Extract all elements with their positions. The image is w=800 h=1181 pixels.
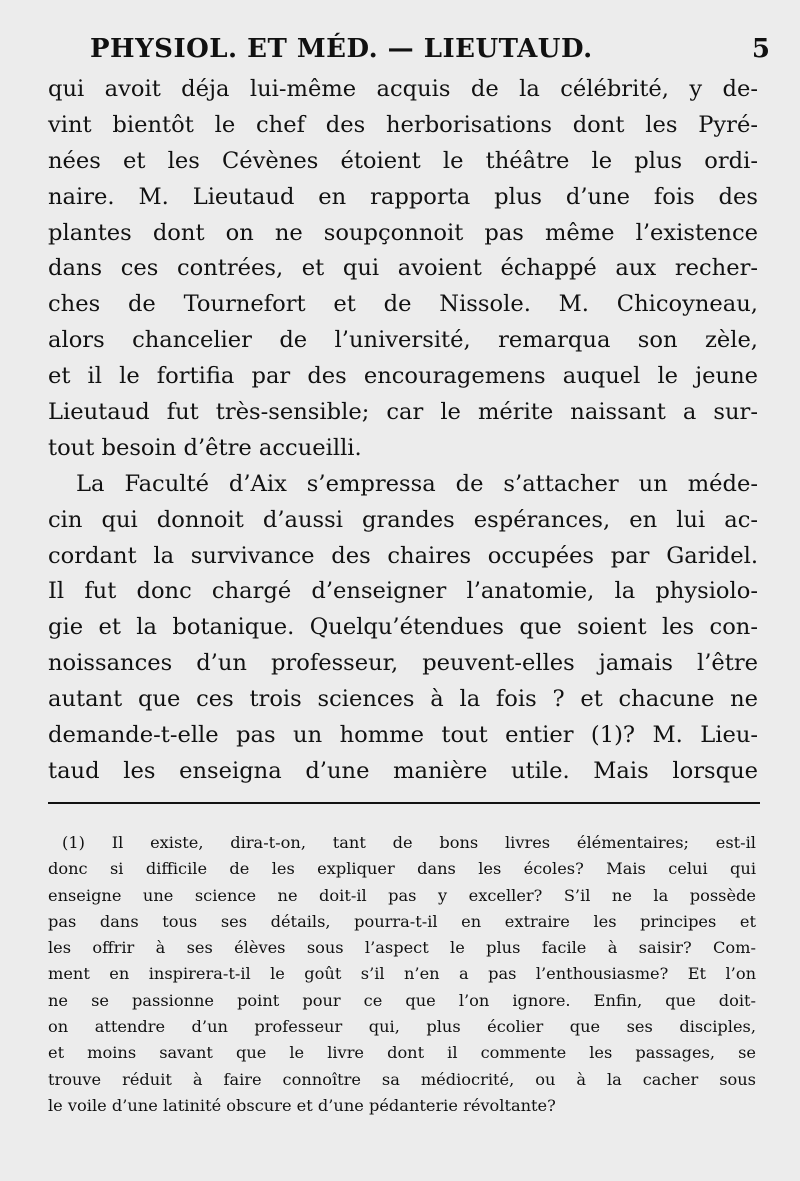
text-line: naire. M. Lieutaud en rapporta plus d’une fois des <box>48 183 758 210</box>
text-line: tout besoin d’être accueilli. <box>48 434 362 461</box>
running-head: PHYSIOL. ET MÉD. — LIEUTAUD. <box>90 34 593 64</box>
page-number: 5 <box>751 34 770 64</box>
text-line: dans ces contrées, et qui avoient échappé aux recher- <box>48 255 758 282</box>
footnote-line: le voile d’une latinité obscure et d’une pédanterie révoltante? <box>48 1095 556 1115</box>
footnote-line: et moins savant que le livre dont il commente les passages, se <box>48 1043 756 1063</box>
text-line: noissances d’un professeur, peuvent-elles jamais l’être <box>48 650 758 677</box>
footnote-line: on attendre d’un professeur qui, plus écolier que ses disciples, <box>48 1017 756 1037</box>
text-line: ches de Tournefort et de Nissole. M. Chicoyneau, <box>48 291 758 318</box>
footnote-line: pas dans tous ses détails, pourra-t-il en extraire les principes et <box>48 911 756 931</box>
footnote-line: enseigne une science ne doit-il pas y exceller? S’il ne la possède <box>48 885 756 905</box>
text-line: demande-t-elle pas un homme tout entier (1)? M. Lieu- <box>48 722 758 749</box>
text-line: nées et les Cévènes étoient le théâtre le plus ordi- <box>48 147 758 174</box>
text-line: cin qui donnoit d’aussi grandes espérances, en lui ac- <box>48 506 758 533</box>
text-line: Il fut donc chargé d’enseigner l’anatomie, la physiolo- <box>48 578 758 605</box>
text-line: cordant la survivance des chaires occupées par Garidel. <box>48 542 758 569</box>
footnote-line: donc si difficile de les expliquer dans les écoles? Mais celui qui <box>48 859 756 879</box>
footnote-line: ne se passionne point pour ce que l’on ignore. Enfin, que doit- <box>48 990 756 1010</box>
text-line: taud les enseigna d’une manière utile. Mais lorsque <box>48 757 758 784</box>
main-text <box>48 72 758 790</box>
footnote-line: ment en inspirera-t-il le goût s’il n’en a pas l’enthousiasme? Et l’on <box>48 964 756 984</box>
footnote-line: (1) Il existe, dira-t-on, tant de bons livres élémentaires; est-il <box>62 833 756 852</box>
text-line: et il le fortifia par des encouragemens auquel le jeune <box>48 363 758 390</box>
page-header <box>48 34 770 70</box>
text-line: qui avoit déja lui-même acquis de la célébrité, y de- <box>48 76 758 102</box>
text-line: alors chancelier de l’université, remarqua son zèle, <box>48 327 758 354</box>
text-line: vint bientôt le chef des herborisations dont les Pyré- <box>48 111 758 138</box>
footnote-line: trouve réduit à faire connoître sa médiocrité, ou à la cacher sous <box>48 1069 756 1089</box>
text-line: autant que ces trois sciences à la fois ? et chacune ne <box>48 686 758 713</box>
text-line: plantes dont on ne soupçonnoit pas même l’existence <box>48 219 758 246</box>
footnotes <box>48 830 756 1119</box>
text-line: La Faculté d’Aix s’empressa de s’attacher un méde- <box>76 470 758 497</box>
footnote-rule <box>48 802 760 804</box>
footnote-line: les offrir à ses élèves sous l’aspect le plus facile à saisir? Com- <box>48 938 756 958</box>
text-line: Lieutaud fut très-sensible; car le mérite naissant a sur- <box>48 399 758 426</box>
text-line: gie et la botanique. Quelqu’étendues que soient les con- <box>48 614 758 641</box>
